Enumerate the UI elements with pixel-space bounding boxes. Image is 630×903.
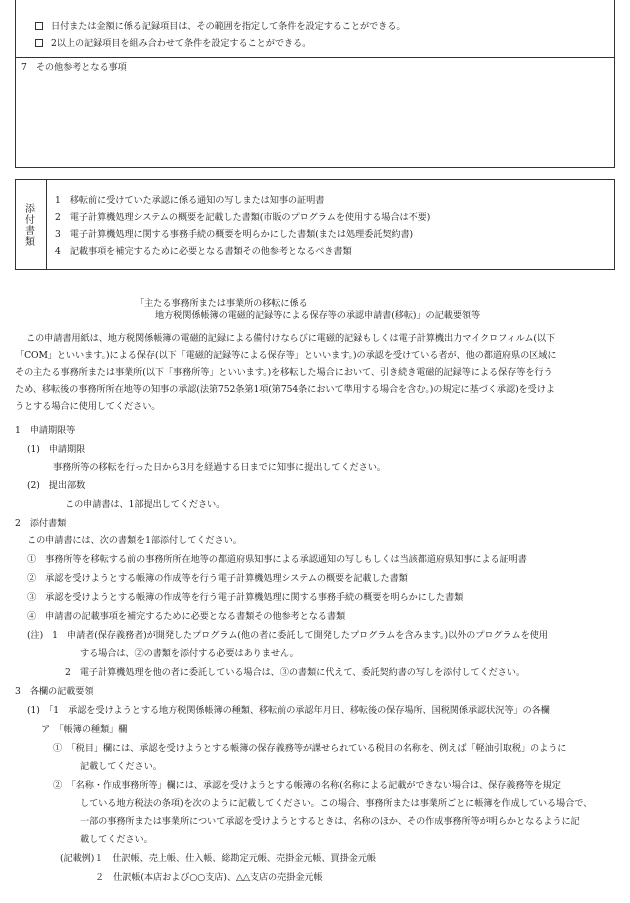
section-2-note-1a: (注) 1 申請者(保存義務者)が開発したプログラム(他の者に委託して開発したプログラムを含みます。)以外のプログラムを使用 xyxy=(27,630,548,641)
intro-line-4: ため、移転後の事務所所在地等の知事の承認(法第752条第1項(第754条において準用する場合を含む。)の規定に基づく承認)を受けよ xyxy=(15,384,555,395)
intro-line-3: その主たる事務所または事業所(以下「事務所等」といいます。)を移転した場合において、引き続き電磁的記録等による保存等を行う xyxy=(15,367,553,378)
section-1-heading: 1 申請期限等 xyxy=(15,425,76,436)
intro-line-2: 「COM」といいます。)による保存(以下「電磁的記録等による保存等」といいます。)の承認を受けている者が、他の都道府県の区域に xyxy=(15,350,557,361)
section-3-p1a: ① 「税目」欄には、承認を受けようとする帳簿の保存義務等が課せられている税目の名称を、例えば「軽油引取税」のように xyxy=(53,743,567,754)
section-3-p2b: している地方税法の条項)を次のように記載してください。この場合、事務所または事業所ごとに帳簿を作成している場合で、 xyxy=(80,798,593,809)
section-1-2-text: この申請書は、1部提出してください。 xyxy=(65,499,226,510)
section-3-heading: 3 各欄の記載要領 xyxy=(15,686,94,697)
attachments-label: 添付書類 xyxy=(25,204,35,248)
checkbox-combine-label: 2以上の記録項目を組み合わせて条件を設定することができる。 xyxy=(51,38,312,49)
checkbox-row-range xyxy=(35,21,405,33)
section-2-item-1: ① 事務所等を移転する前の事務所所在地等の都道府県知事による承認通知の写しもしくは当該都道府県知事による証明書 xyxy=(27,554,527,565)
checkbox-row-combine xyxy=(35,38,311,50)
checkbox-range-label: 日付または金額に係る記録項目は、その範囲を指定して条件を設定することができる。 xyxy=(51,21,406,32)
section-3-p1b: 記載してください。 xyxy=(80,761,162,772)
section-1-2-heading: (2) 提出部数 xyxy=(27,480,86,491)
section-3-1: (1) 「1 承認を受けようとする地方税関係帳簿の種類、移転前の承認年月日、移転後の保存場所、国税関係承認状況等」の各欄 xyxy=(27,705,550,716)
checkbox-combine[interactable] xyxy=(35,39,43,47)
section-1-1-heading: (1) 申請期限 xyxy=(27,444,86,455)
section-2-lead: この申請書には、次の書類を1部添付してください。 xyxy=(27,535,242,546)
guide-title-line1: 「主たる事務所または事業所の移転に係る xyxy=(135,298,308,309)
guide-title-line2: 地方税関係帳簿の電磁的記録等による保存等の承認申請書(移転)」の記載要領等 xyxy=(155,310,481,321)
upper-form-divider xyxy=(15,57,615,58)
section-2-note-2: 2 電子計算機処理を他の者に委託している場合は、③の書類に代えて、委託契約書の写しを添付してください。 xyxy=(65,667,525,678)
attachment-item-2: 2 電子計算機処理システムの概要を記載した書類(市販のプログラムを使用する場合は不要) xyxy=(55,212,431,223)
checkbox-range[interactable] xyxy=(35,22,43,30)
section-2-item-4: ④ 申請書の記載事項を補完するために必要となる書類その他参考となる書類 xyxy=(27,611,346,622)
intro-line-5: うとする場合に使用してください。 xyxy=(15,401,161,412)
attachments-divider xyxy=(46,179,47,270)
section-2-item-2: ② 承認を受けようとする帳簿の作成等を行う電子計算機処理システムの概要を記載した書類 xyxy=(27,573,408,584)
section-3-example-2: ２ 仕訳帳(本店および○○支店)、△△支店の売掛金元帳 xyxy=(95,872,323,883)
section-3-p2c: 一部の事務所または事業所について承認を受けようとするときは、名称のほか、その作成事務所等が明らかとなるように記 xyxy=(80,816,580,827)
section-3-example-1: (記載例)１ 仕訳帳、売上帳、仕入帳、総勘定元帳、売掛金元帳、買掛金元帳 xyxy=(60,853,376,864)
section-3-a-heading: ア 「帳簿の種類」欄 xyxy=(41,724,128,735)
attachment-item-3: 3 電子計算機処理に関する事務手続の概要を明らかにした書類(または処理委託契約書) xyxy=(55,229,414,240)
section-3-p2d: 載してください。 xyxy=(80,834,153,845)
section-2-note-1b: する場合は、②の書類を添付する必要はありません。 xyxy=(80,648,299,659)
other-matters-heading: 7 その他参考となる事項 xyxy=(21,62,127,73)
attachment-item-1: 1 移転前に受けていた承認に係る通知の写しまたは知事の証明書 xyxy=(55,195,325,206)
section-2-heading: 2 添付書類 xyxy=(15,518,67,529)
attachment-item-4: 4 記載事項を補完するために必要となる書類その他参考となるべき書類 xyxy=(55,246,352,257)
section-1-1-text: 事務所等の移転を行った日から3月を経過する日までに知事に提出してください。 xyxy=(53,462,386,473)
section-3-p2a: ② 「名称・作成事務所等」欄には、承認を受けようとする帳簿の名称(名称による記載ができない場合は、保存義務等を規定 xyxy=(53,780,561,791)
intro-line-1: この申請書用紙は、地方税関係帳簿の電磁的記録による備付けならびに電磁的記録もしくは電子計算機出力マイクロフィルム(以下 xyxy=(26,333,556,344)
section-2-item-3: ③ 承認を受けようとする帳簿の作成等を行う電子計算機処理に関する事務手続の概要を明らかにした書類 xyxy=(27,592,464,603)
